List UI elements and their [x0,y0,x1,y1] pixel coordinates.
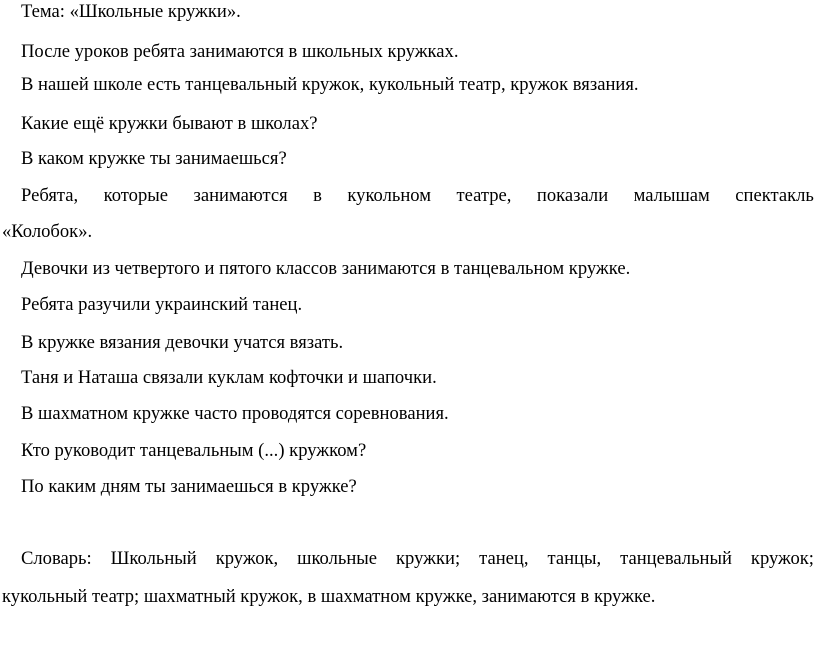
word: показали [536,185,609,206]
word: Школьный [110,548,197,569]
word: в [313,185,322,206]
word: занимаются [193,185,288,206]
word: школьные [297,548,378,569]
word: спектакль [735,185,814,206]
puppet-sentence-continuation: «Колобок». [2,221,93,242]
text-line-12: По каким дням ты занимаешься в кружке? [21,476,357,497]
vocabulary-continuation: кукольный театр; шахматный кружок, в шахматном кружке, занимаются в кружке. [2,586,656,607]
text-line-2: В нашей школе есть танцевальный кружок, кукольный театр, кружок вязания. [21,74,639,95]
word: танцевальный [620,548,732,569]
vocabulary-line [21,550,814,569]
text-line-9: Таня и Наташа связали куклам кофточки и шапочки. [21,367,437,388]
word: танец, [479,548,529,569]
word: кукольном [347,185,432,206]
word: которые [103,185,168,206]
word: Ребята, [21,185,79,206]
word: кружок; [750,548,814,569]
text-line-8: В кружке вязания девочки учатся вязать. [21,332,344,353]
word: танцы, [547,548,602,569]
text-line-7: Ребята разучили украинский танец. [21,294,303,315]
puppet-sentence-line [21,187,814,206]
topic-line: Тема: «Школьные кружки». [21,1,241,22]
text-line-1: После уроков ребята занимаются в школьных кружках. [21,41,459,62]
word: театре, [456,185,512,206]
text-line-3: Какие ещё кружки бывают в школах? [21,113,318,134]
text-line-4: В каком кружке ты занимаешься? [21,148,287,169]
text-line-11: Кто руководит танцевальным (...) кружком? [21,440,367,461]
word: кружок, [215,548,279,569]
text-line-6: Девочки из четвертого и пятого классов занимаются в танцевальном кружке. [21,258,631,279]
word: кружки; [396,548,461,569]
text-line-10: В шахматном кружке часто проводятся соревнования. [21,403,449,424]
word: Словарь: [21,548,92,569]
word: малышам [633,185,710,206]
